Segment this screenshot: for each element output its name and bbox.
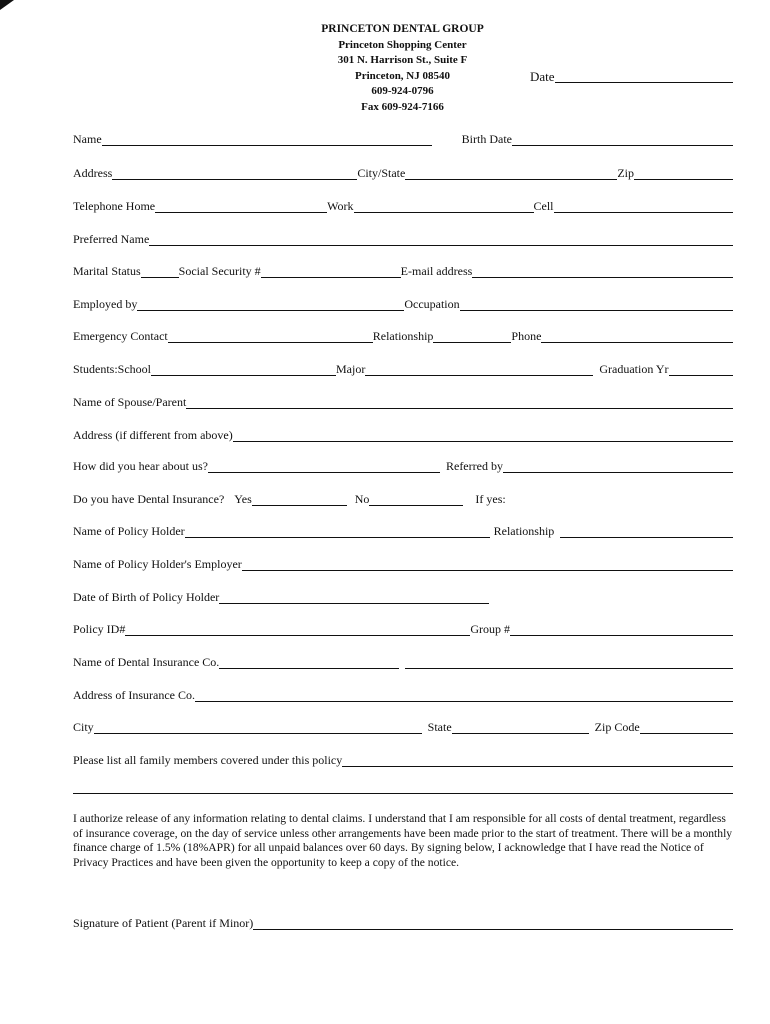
row-preferred-name bbox=[73, 228, 733, 246]
preferred-name-label: Preferred Name bbox=[73, 232, 150, 246]
org-address-line1: Princeton Shopping Center bbox=[338, 38, 467, 51]
policy-relationship-field[interactable] bbox=[560, 525, 733, 538]
referred-by-label: Referred by bbox=[445, 459, 503, 473]
birth-date-label: Birth Date bbox=[461, 132, 512, 146]
authorization-text: I authorize release of any information relating to dental claims. I understand that I am responsible for all costs of dental treatment, regardless of insurance coverage, on the day of service unless other arrangements have been made prior to the start of treatment. There will be a monthly finance charge of 1.5% (18%APR) for all unpaid balances over 60 days. By signing below, I acknowledge that I have read the Notice of Privacy Practices and have been given the opportunity to keep a copy of the notice. bbox=[73, 812, 733, 869]
insurance-co-field[interactable] bbox=[219, 656, 399, 669]
row-signature bbox=[73, 912, 733, 930]
zip-code-label: Zip Code bbox=[594, 720, 640, 734]
school-field[interactable] bbox=[151, 363, 336, 376]
marital-status-field[interactable] bbox=[141, 265, 179, 278]
zip-label: Zip bbox=[617, 166, 634, 180]
row-policy-id bbox=[73, 618, 733, 636]
yes-label: Yes bbox=[234, 492, 252, 506]
policy-id-label: Policy ID# bbox=[73, 622, 126, 636]
telephone-home-field[interactable] bbox=[155, 200, 327, 213]
no-label: No bbox=[354, 492, 370, 506]
insurance-co-field-2[interactable] bbox=[405, 656, 733, 669]
policy-id-field[interactable] bbox=[125, 623, 470, 636]
spouse-parent-label: Name of Spouse/Parent bbox=[73, 395, 187, 409]
marital-status-label: Marital Status bbox=[73, 264, 141, 278]
address-label: Address bbox=[73, 166, 113, 180]
insurance-zip-field[interactable] bbox=[640, 721, 733, 734]
row-address bbox=[73, 162, 733, 180]
work-phone-field[interactable] bbox=[354, 200, 534, 213]
relationship-label: Relationship bbox=[372, 329, 434, 343]
row-name bbox=[73, 128, 733, 146]
policy-holder-label: Name of Policy Holder bbox=[73, 524, 185, 538]
major-field[interactable] bbox=[365, 363, 593, 376]
cell-phone-field[interactable] bbox=[554, 200, 733, 213]
address-field[interactable] bbox=[112, 167, 357, 180]
row-policy-dob bbox=[73, 586, 733, 604]
how-heard-label: How did you hear about us? bbox=[73, 459, 208, 473]
if-yes-label: If yes: bbox=[475, 492, 506, 506]
state-label: State bbox=[427, 720, 452, 734]
row-emergency bbox=[73, 325, 733, 343]
preferred-name-field[interactable] bbox=[149, 233, 733, 246]
row-alt-address bbox=[73, 424, 733, 442]
spouse-parent-field[interactable] bbox=[186, 396, 733, 409]
telephone-home-label: Telephone Home bbox=[73, 199, 156, 213]
students-school-label: Students:School bbox=[73, 362, 152, 376]
name-field[interactable] bbox=[102, 133, 432, 146]
policy-dob-field[interactable] bbox=[219, 591, 489, 604]
date-field[interactable] bbox=[555, 70, 733, 83]
city-state-label: City/State bbox=[357, 166, 406, 180]
row-insurance-question bbox=[73, 488, 733, 506]
row-telephone bbox=[73, 195, 733, 213]
insurance-yes-field[interactable] bbox=[252, 493, 347, 506]
alt-address-label: Address (if different from above) bbox=[73, 428, 233, 442]
signature-field[interactable] bbox=[253, 917, 733, 930]
group-label: Group # bbox=[470, 622, 511, 636]
emergency-contact-field[interactable] bbox=[168, 330, 373, 343]
dental-insurance-label: Do you have Dental Insurance? bbox=[73, 492, 225, 506]
row-insurance-co bbox=[73, 651, 733, 669]
emergency-phone-field[interactable] bbox=[541, 330, 733, 343]
name-label: Name bbox=[73, 132, 102, 146]
alt-address-field[interactable] bbox=[233, 429, 733, 442]
org-name: PRINCETON DENTAL GROUP bbox=[321, 23, 484, 35]
row-referral bbox=[73, 455, 733, 473]
row-marital bbox=[73, 260, 733, 278]
major-label: Major bbox=[336, 362, 366, 376]
insurance-no-field[interactable] bbox=[369, 493, 463, 506]
zip-field[interactable] bbox=[634, 167, 733, 180]
row-insurance-address bbox=[73, 684, 733, 702]
employed-by-label: Employed by bbox=[73, 297, 138, 311]
occupation-field[interactable] bbox=[460, 298, 733, 311]
date-label: Date bbox=[530, 69, 555, 84]
insurance-city-field[interactable] bbox=[94, 721, 422, 734]
relationship-field[interactable] bbox=[433, 330, 511, 343]
insurance-co-label: Name of Dental Insurance Co. bbox=[73, 655, 220, 669]
row-student bbox=[73, 358, 733, 376]
occupation-label: Occupation bbox=[404, 297, 460, 311]
graduation-yr-field[interactable] bbox=[669, 363, 733, 376]
row-policy-holder bbox=[73, 520, 733, 538]
cell-label: Cell bbox=[533, 199, 554, 213]
signature-label: Signature of Patient (Parent if Minor) bbox=[73, 916, 254, 930]
insurance-address-label: Address of Insurance Co. bbox=[73, 688, 195, 702]
phone-label: Phone bbox=[511, 329, 542, 343]
date-row bbox=[530, 65, 733, 83]
group-field[interactable] bbox=[510, 623, 733, 636]
policy-dob-label: Date of Birth of Policy Holder bbox=[73, 590, 220, 604]
insurance-state-field[interactable] bbox=[452, 721, 589, 734]
row-family-members bbox=[73, 749, 733, 767]
policy-employer-field[interactable] bbox=[242, 558, 733, 571]
email-field[interactable] bbox=[472, 265, 733, 278]
org-address-line2: 301 N. Harrison St., Suite F bbox=[337, 54, 468, 66]
row-spouse bbox=[73, 391, 733, 409]
row-policy-employer bbox=[73, 553, 733, 571]
ssn-label: Social Security # bbox=[178, 264, 261, 278]
policy-holder-field[interactable] bbox=[185, 525, 490, 538]
birth-date-field[interactable] bbox=[512, 133, 733, 146]
graduation-yr-label: Graduation Yr bbox=[599, 362, 669, 376]
family-members-label: Please list all family members covered under this policy bbox=[73, 753, 343, 767]
row-employment bbox=[73, 293, 733, 311]
ssn-field[interactable] bbox=[261, 265, 401, 278]
family-members-extra-line[interactable] bbox=[73, 793, 733, 794]
family-members-field[interactable] bbox=[342, 754, 733, 767]
policy-relationship-label: Relationship bbox=[493, 524, 555, 538]
policy-employer-label: Name of Policy Holder's Employer bbox=[73, 557, 242, 571]
row-insurance-city bbox=[73, 716, 733, 734]
letterhead bbox=[285, 22, 520, 115]
employed-by-field[interactable] bbox=[137, 298, 404, 311]
org-phone: 609-924-0796 bbox=[371, 85, 434, 97]
emergency-contact-label: Emergency Contact bbox=[73, 329, 168, 343]
insurance-address-field[interactable] bbox=[195, 689, 733, 702]
org-fax: Fax 609-924-7166 bbox=[361, 100, 444, 113]
referred-by-field[interactable] bbox=[503, 460, 733, 473]
work-label: Work bbox=[327, 199, 354, 213]
email-label: E-mail address bbox=[400, 264, 473, 278]
how-heard-field[interactable] bbox=[208, 460, 440, 473]
page-corner-mark bbox=[0, 0, 14, 10]
city-state-field[interactable] bbox=[405, 167, 617, 180]
city-label: City bbox=[73, 720, 94, 734]
authorization-statement bbox=[73, 812, 735, 870]
org-city: Princeton, NJ 08540 bbox=[354, 69, 450, 82]
